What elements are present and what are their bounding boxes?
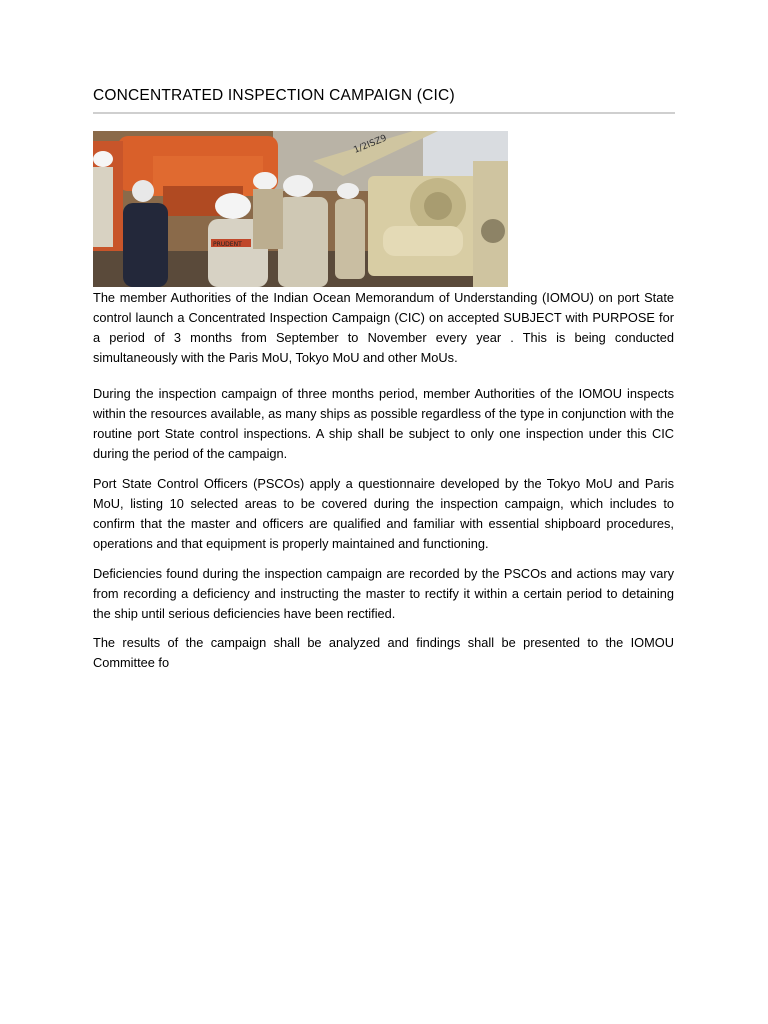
coverall-logo: PRUDENT: [213, 241, 242, 248]
paragraph-deficiencies: Deficiencies found during the inspection campaign are recorded by the PSCOs and actions may vary from recording a deficiency and instructing the master to rectify it within a certain period to detaining the ship until serious deficiencies have been rectified.: [93, 566, 674, 621]
crane-marking: 1/2ISZ9: [352, 133, 389, 156]
paragraph-intro: The member Authorities of the Indian Ocean Memorandum of Understanding (IOMOU) on port State control launch a Concentrated Inspection Campaign (CIC) on accepted SUBJECT with PURPOSE for a period of 3 months from September to November every year . This is being conducted simultaneously with the Paris MoU, Tokyo MoU and other MoUs.: [93, 290, 674, 365]
paragraph-results: The results of the campaign shall be analyzed and findings shall be presented to the IOMOU Committee fo: [93, 635, 674, 670]
paragraph-pscos-questionnaire: Port State Control Officers (PSCOs) apply a questionnaire developed by the Tokyo MoU and Paris MoU, listing 10 selected areas to be covered during the inspection campaign, which includes to confirm that the master and officers are qualified and familiar with essential shipboard procedures, operations and that equipment is properly maintained and functioning.: [93, 476, 674, 551]
title-divider: [93, 112, 675, 114]
paragraph-campaign-period: During the inspection campaign of three months period, member Authorities of the IOMOU inspects within the resources available, as many ships as possible regardless of the type in conjunction with the routine port State control inspections. A ship shall be subject to only one inspection under this CIC during the period of the campaign.: [93, 386, 674, 461]
inspection-photo: [93, 131, 508, 287]
document-page: [93, 86, 674, 673]
page-title: CONCENTRATED INSPECTION CAMPAIGN (CIC): [93, 87, 455, 104]
